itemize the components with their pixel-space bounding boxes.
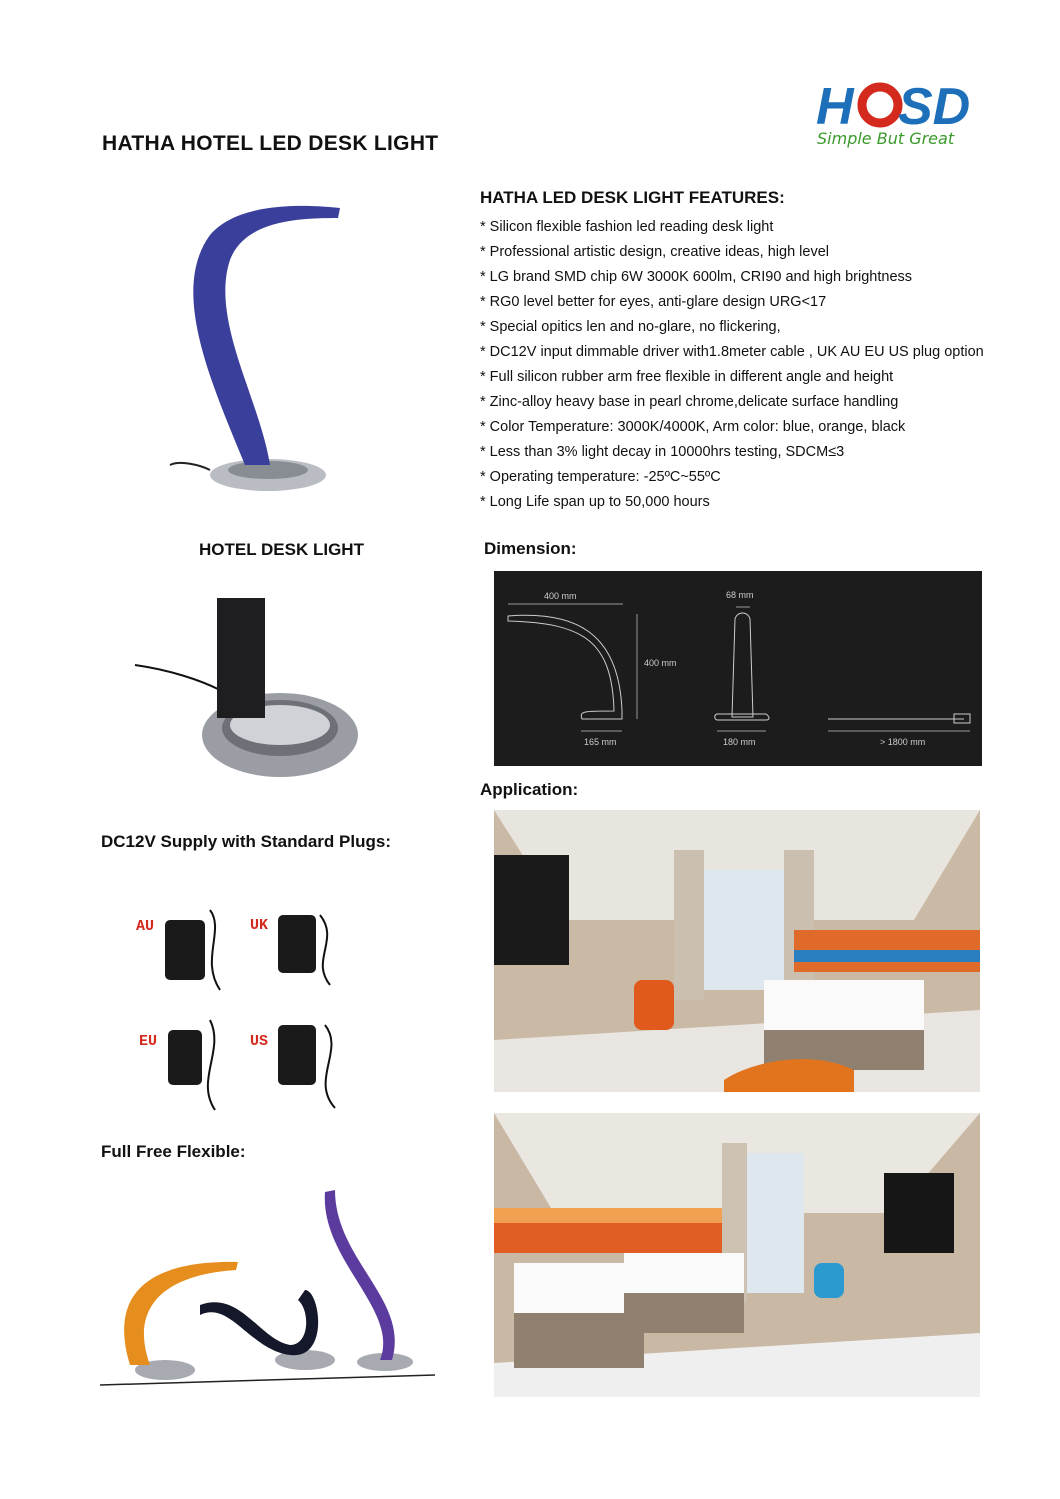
- feature-item: * LG brand SMD chip 6W 3000K 600lm, CRI90 and high brightness: [480, 269, 913, 285]
- supply-heading: DC12V Supply with Standard Plugs:: [101, 832, 391, 851]
- plug-label-eu: EU: [139, 1033, 158, 1050]
- feature-item: * Professional artistic design, creative ideas, high level: [480, 244, 829, 260]
- feature-item: * RG0 level better for eyes, anti-glare design URG<17: [480, 294, 827, 310]
- base-closeup-photo: [130, 590, 360, 810]
- features-heading: HATHA LED DESK LIGHT FEATURES:: [480, 188, 785, 207]
- dimension-heading: Dimension:: [484, 539, 577, 558]
- dim-thickness-label: 68 mm: [726, 590, 754, 600]
- flexible-heading: Full Free Flexible:: [101, 1142, 246, 1161]
- dim-base-depth-label: 165 mm: [584, 737, 617, 747]
- page-title: HATHA HOTEL LED DESK LIGHT: [102, 132, 439, 155]
- product-caption: HOTEL DESK LIGHT: [199, 540, 364, 559]
- dim-width-label: 400 mm: [544, 591, 577, 601]
- plugs-photo: [130, 890, 370, 1120]
- dim-height-label: 400 mm: [644, 658, 677, 668]
- feature-item: * Color Temperature: 3000K/4000K, Arm color: blue, orange, black: [480, 419, 906, 435]
- feature-item: * Long Life span up to 50,000 hours: [480, 494, 710, 510]
- feature-item: * Silicon flexible fashion led reading desk light: [480, 219, 774, 235]
- application-heading: Application:: [480, 780, 579, 799]
- feature-item: * Full silicon rubber arm free flexible in different angle and height: [480, 369, 894, 385]
- hotel-room-photo-2: [494, 1113, 980, 1397]
- plug-label-us: US: [250, 1033, 269, 1050]
- hotel-room-photo-1: [494, 810, 980, 1092]
- plug-label-uk: UK: [250, 917, 269, 934]
- dim-cable-label: > 1800 mm: [880, 737, 926, 747]
- svg-text:SD: SD: [898, 78, 971, 136]
- flexible-lamps-photo: [100, 1180, 435, 1405]
- feature-item: * Less than 3% light decay in 10000hrs testing, SDCM≤3: [480, 444, 845, 460]
- hosd-logo: [812, 74, 977, 154]
- dim-base-width-label: 180 mm: [723, 737, 756, 747]
- features-list: [480, 215, 984, 515]
- dimension-drawing: [494, 571, 982, 766]
- feature-item: * Zinc-alloy heavy base in pearl chrome,delicate surface handling: [480, 394, 899, 410]
- desk-light-photo: [150, 180, 390, 530]
- feature-item: * DC12V input dimmable driver with1.8meter cable , UK AU EU US plug option: [480, 344, 984, 360]
- feature-item: * Special opitics len and no-glare, no flickering,: [480, 319, 781, 335]
- feature-item: * Operating temperature: -25ºC~55ºC: [480, 469, 721, 485]
- svg-text:Simple But Great: Simple But Great: [817, 129, 955, 148]
- plug-label-au: AU: [136, 918, 155, 935]
- svg-text:H: H: [816, 78, 854, 136]
